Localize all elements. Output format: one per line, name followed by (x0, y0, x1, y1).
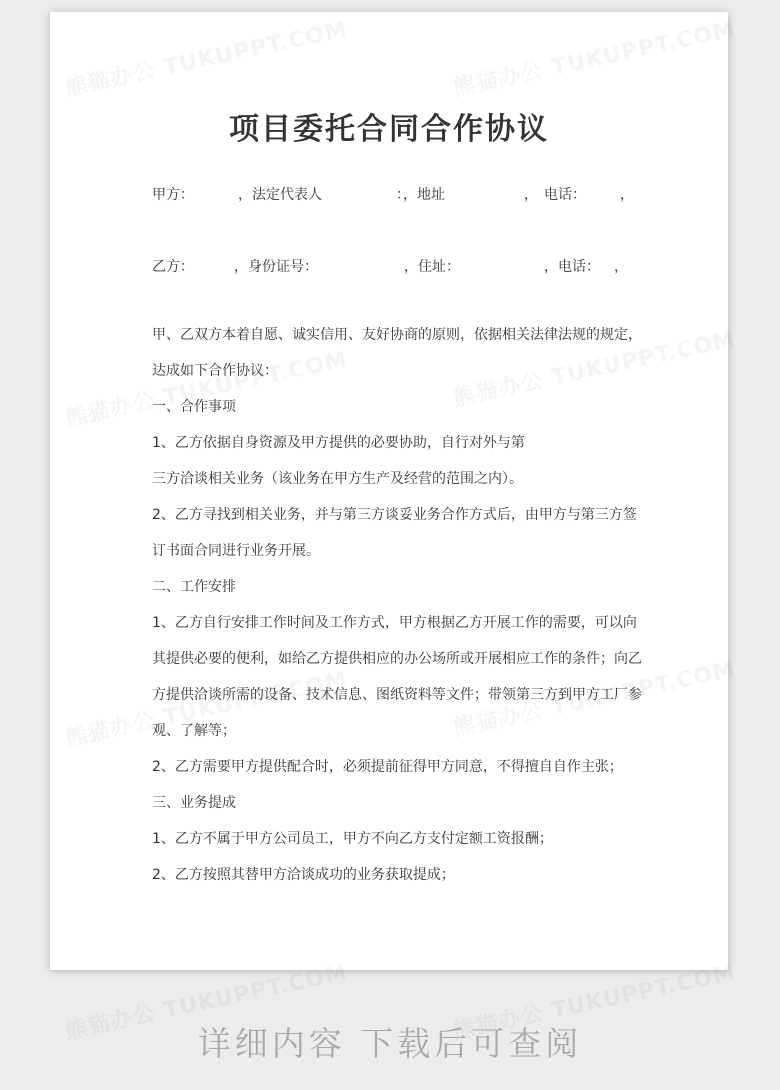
section-heading: 二、工作安排 (152, 579, 236, 595)
body-line: 订书面合同进行业务开展。 (152, 543, 320, 559)
body-line: 方提供洽谈所需的设备、技术信息、图纸资料等文件；带领第三方到甲方工厂参 (152, 687, 642, 703)
document-title: 项目委托合同合作协议 (229, 112, 549, 147)
watermark (450, 12, 738, 102)
body-line: 2、乙方按照其替甲方洽谈成功的业务获取提成； (152, 867, 455, 883)
body-line: 达成如下合作协议： (152, 363, 278, 379)
section-heading: 一、合作事项 (152, 399, 236, 415)
body-line: 观、了解等； (152, 723, 236, 739)
party-b-phone-label: ，电话： (544, 259, 600, 275)
party-a-addr-label: ：，地址 (396, 187, 445, 203)
body-line: 1、乙方自行安排工作时间及工作方式，甲方根据乙方开展工作的需要，可以向 (152, 615, 637, 631)
party-a-line (152, 184, 682, 204)
body-line: 其提供必要的便利，如给乙方提供相应的办公场所或开展相应工作的条件；向乙 (152, 651, 642, 667)
body-line: 1、乙方不属于甲方公司员工，甲方不向乙方支付定额工资报酬； (152, 831, 553, 847)
party-b-end: ， (614, 259, 628, 275)
body-line: 三方洽谈相关业务（该业务在甲方生产及经营的范围之内）。 (152, 471, 523, 487)
party-b-addr-label: ，住址： (404, 259, 460, 275)
body-line: 1、乙方依据自身资源及甲方提供的必要协助，自行对外与第 (152, 435, 525, 451)
party-a-end: ， (620, 187, 634, 203)
body-line: 2、乙方需要甲方提供配合时，必须提前征得甲方同意，不得擅自自作主张； (152, 759, 623, 775)
party-b-line (152, 256, 682, 276)
party-a-label: 甲方： (152, 187, 194, 203)
party-a-sep: ， (524, 187, 538, 203)
watermark (62, 342, 350, 432)
body-line: 甲、乙双方本着自愿、诚实信用、友好协商的原则，依据相关法律法规的规定， (152, 327, 642, 343)
watermark (62, 12, 350, 102)
party-a-rep-label: ，法定代表人 (238, 187, 322, 203)
party-b-label: 乙方： (152, 259, 194, 275)
party-a-phone-label: 电话： (544, 187, 586, 203)
body-line: 2、乙方寻找到相关业务，并与第三方谈妥业务合作方式后，由甲方与第三方签 (152, 507, 637, 523)
party-b-id-label: ，身份证号： (234, 259, 318, 275)
footer-caption: 详细内容 下载后可查阅 (197, 1024, 583, 1063)
document-page (50, 12, 728, 970)
section-heading: 三、业务提成 (152, 795, 236, 811)
